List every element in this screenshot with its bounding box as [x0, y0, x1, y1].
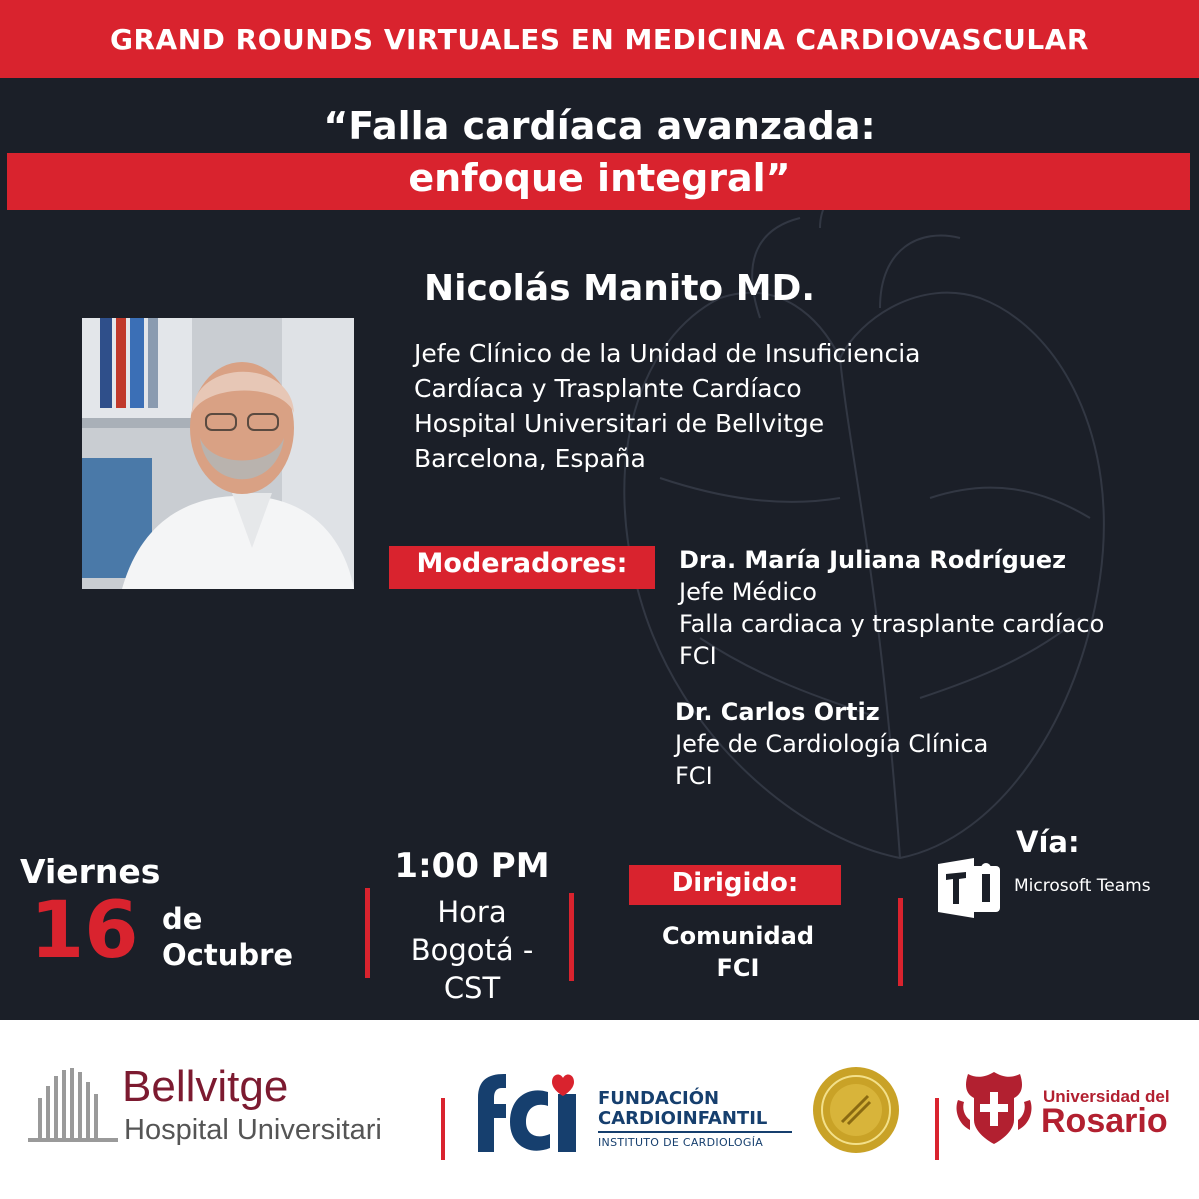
audience-line: FCI	[716, 954, 760, 982]
speaker-name: Nicolás Manito MD.	[424, 268, 816, 309]
platform-label: Vía:	[1016, 825, 1080, 859]
bellvitge-logo-icon	[28, 1068, 118, 1144]
fci-subtitle: INSTITUTO DE CARDIOLOGÍA	[598, 1131, 792, 1149]
divider	[569, 893, 574, 981]
audience-value	[640, 920, 836, 984]
speaker-role-line: Hospital Universitari de Bellvitge	[414, 409, 825, 438]
fci-name-line2: CARDIOINFANTIL	[598, 1108, 768, 1129]
footer-divider	[935, 1098, 939, 1160]
event-date-of: de	[162, 902, 203, 936]
rosario-crest-icon	[954, 1070, 1034, 1146]
speaker-role-line: Jefe Clínico de la Unidad de Insuficiencia	[414, 339, 921, 368]
timezone-line: CST	[443, 971, 501, 1005]
divider	[365, 888, 370, 978]
moderator-title: Jefe de Cardiología Clínica	[675, 730, 989, 758]
speaker-photo	[82, 318, 354, 589]
bellvitge-subtitle: Hospital Universitari	[124, 1114, 382, 1146]
moderator-detail: Falla cardiaca y trasplante cardíaco	[679, 610, 1105, 638]
talk-title-line2: enfoque integral”	[408, 156, 791, 200]
event-day: 16	[30, 886, 139, 976]
moderator-org: FCI	[679, 642, 717, 670]
speaker-role-line: Cardíaca y Trasplante Cardíaco	[414, 374, 802, 403]
speaker-role-line: Barcelona, España	[414, 444, 646, 473]
fci-name-line1: FUNDACIÓN	[598, 1088, 720, 1109]
platform-name: Microsoft Teams	[1014, 876, 1151, 896]
moderator-name: Dr. Carlos Ortiz	[675, 698, 880, 726]
talk-title-line1: “Falla cardíaca avanzada:	[323, 104, 876, 148]
footer-divider	[441, 1098, 445, 1160]
event-weekday: Viernes	[20, 852, 161, 891]
event-timezone	[372, 893, 572, 1007]
moderator-name: Dra. María Juliana Rodríguez	[679, 546, 1067, 574]
header-banner: GRAND ROUNDS VIRTUALES EN MEDICINA CARDIOVASCULAR	[0, 0, 1199, 78]
speaker-affiliation	[414, 336, 920, 476]
rosario-name-line1: Universidad del	[1043, 1087, 1170, 1106]
moderator-1	[679, 544, 1104, 672]
event-time: 1:00 PM	[394, 846, 550, 886]
accreditation-seal-icon	[812, 1066, 900, 1154]
divider	[898, 898, 903, 986]
rosario-name-line2: Rosario	[1041, 1102, 1168, 1140]
moderator-title: Jefe Médico	[679, 578, 817, 606]
timezone-line: Hora	[437, 895, 507, 929]
timezone-line: Bogotá -	[410, 933, 534, 967]
teams-icon	[938, 856, 1000, 920]
audience-line: Comunidad	[661, 922, 815, 950]
fci-logo-icon	[474, 1068, 592, 1152]
moderators-label: Moderadores:	[416, 548, 628, 579]
moderator-2	[675, 696, 988, 792]
audience-label: Dirigido:	[671, 868, 799, 898]
bellvitge-name: Bellvitge	[122, 1062, 289, 1111]
event-month: Octubre	[162, 938, 294, 972]
moderator-org: FCI	[675, 762, 713, 790]
